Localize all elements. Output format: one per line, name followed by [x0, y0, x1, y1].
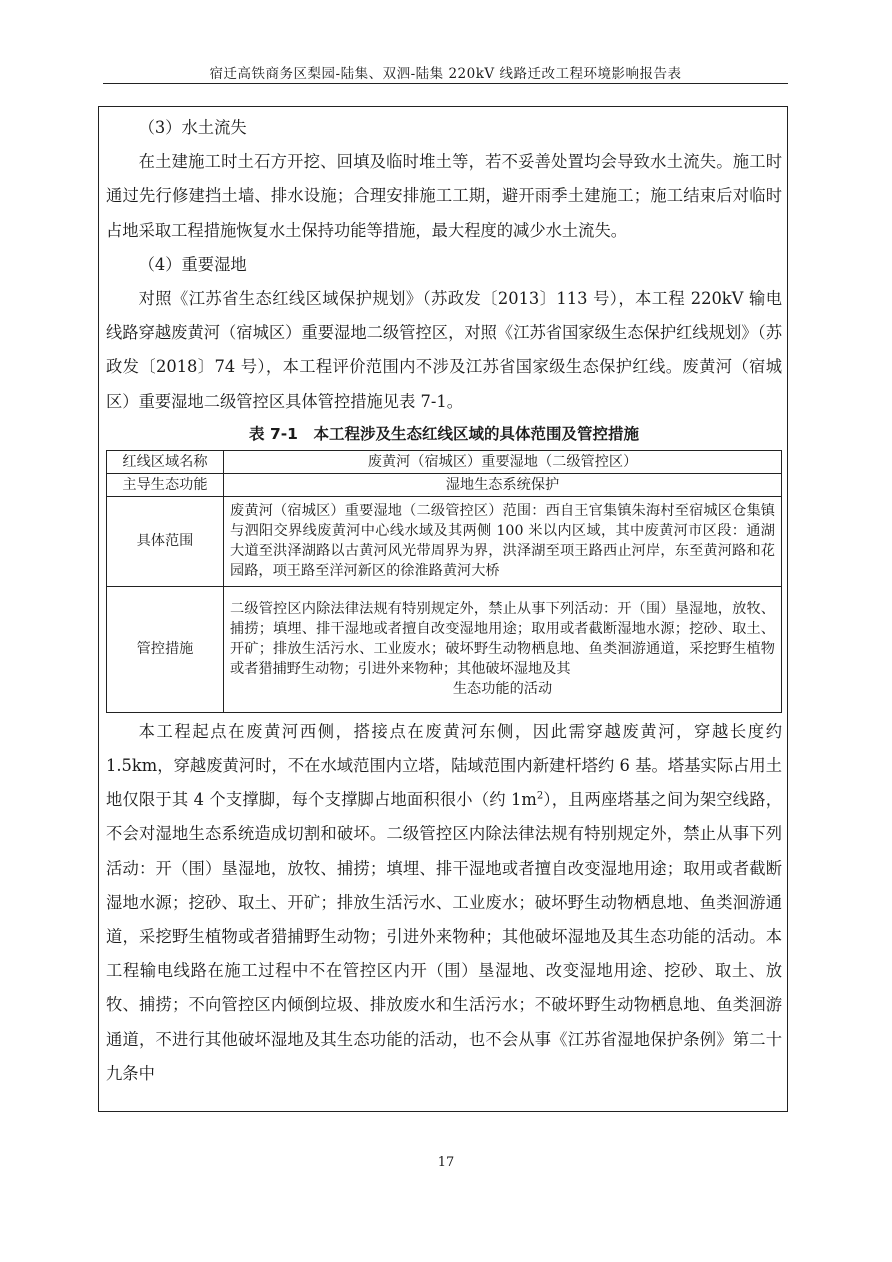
paragraph-crossing — [106, 715, 782, 1091]
row-label: 红线区域名称 — [107, 450, 224, 473]
section-body-wetland: 对照《江苏省生态红线区域保护规划》（苏政发〔2013〕113 号），本工程 220kV 输电线路穿越废黄河（宿城区）重要湿地二级管控区，对照《江苏省国家级生态保护红线规划》（苏政发〔2018〕74 号），本工程评价范围内不涉及江苏省国家级生态保护红线。废黄河（宿城区）重要湿地二级管控区具体管控措施见表 7-1。 — [106, 289, 782, 411]
section-heading-wetland: （4）重要湿地 — [138, 254, 247, 274]
row-value: 湿地生态系统保护 — [224, 473, 782, 496]
page-header: 宿迁高铁商务区梨园-陆集、双泗-陆集 220kV 线路迁改工程环境影响报告表 — [209, 66, 682, 82]
section-heading-soil: （3）水土流失 — [138, 118, 247, 137]
paragraph-crossing-part2: ），且两座塔基之间为架空线路，不会对湿地生态系统造成切割和破坏。二级管控区内除法律法规有特别规定外，禁止从事下列活动：开（围）垦湿地，放牧、捕捞；填埋、排干湿地或者擅自改变湿地用途；取用或者截断湿地水源；挖砂、取土、开矿；排放生活污水、工业废水；破坏野生动物栖息地、鱼类洄游通道，采挖野生植物或者猎捕野生动物；引进外来物种；其他破坏湿地及其生态功能的活动。本工程输电线路在施工过程中不在管控区内开（围）垦湿地、改变湿地用途、挖砂、取土、放牧、捕捞；不向管控区内倾倒垃圾、排放废水和生活污水；不破坏野生动物栖息地、鱼类洄游通道，不进行其他破坏湿地及其生态功能的活动，也不会从事《江苏省湿地保护条例》第二十九条中 — [106, 790, 782, 1083]
row-value: 二级管控区内除法律法规有特别规定外，禁止从事下列活动：开（围）垦湿地，放牧、捕捞；填埋、排干湿地或者擅自改变湿地用途；取用或者截断湿地水源；挖砂、取土、开矿；排放生活污水、工业废水；破坏野生动物栖息地、鱼类洄游通道，采挖野生植物或者猎捕野生动物；引进外来物种；其他破坏湿地及其 — [230, 601, 775, 678]
page-number: 17 — [437, 1155, 455, 1170]
row-value: 废黄河（宿城区）重要湿地（二级管控区） — [224, 450, 782, 473]
row-label: 主导生态功能 — [107, 473, 224, 496]
header-rule — [103, 83, 788, 84]
row-label: 管控措施 — [107, 586, 224, 712]
table-row — [107, 586, 782, 712]
table-row — [107, 450, 782, 473]
row-label: 具体范围 — [107, 496, 224, 586]
superscript: 2 — [536, 790, 544, 802]
control-measures-table — [106, 450, 782, 713]
section-body-soil: 在土建施工时土石方开挖、回填及临时堆土等，若不妥善处置均会导致水土流失。施工时通过先行修建挡土墙、排水设施；合理安排施工工期，避开雨季土建施工；施工结束后对临时占地采取工程措施恢复水土保持功能等措施，最大程度的减少水土流失。 — [106, 152, 782, 240]
row-value-last-line: 生态功能的活动 — [452, 681, 553, 698]
table-row — [107, 473, 782, 496]
table-row — [107, 496, 782, 586]
row-value-cell — [224, 586, 782, 712]
table-title: 表 7-1 本工程涉及生态红线区域的具体范围及管控措施 — [249, 424, 639, 443]
page-content — [106, 111, 782, 1091]
paragraph-crossing-part1: 本工程起点在废黄河西侧，搭接点在废黄河东侧，因此需穿越废黄河，穿越长度约 1.5km，穿越废黄河时，不在水域范围内立塔，陆域范围内新建杆塔约 6 基。塔基实际占用土地仅限于其 4 个支撑脚，每个支撑脚占地面积很小（约 1m — [106, 721, 782, 810]
row-value: 废黄河（宿城区）重要湿地（二级管控区）范围：西自王官集镇朱海村至宿城区仓集镇与泗阳交界线废黄河中心线水域及其两侧 100 米以内区域，其中废黄河市区段：通湖大道至洪泽湖路以古黄河风光带周界为界，洪泽湖至项王路西止河岸，东至黄河路和花园路，项王路至洋河新区的徐淮路黄河大桥 — [224, 496, 782, 586]
